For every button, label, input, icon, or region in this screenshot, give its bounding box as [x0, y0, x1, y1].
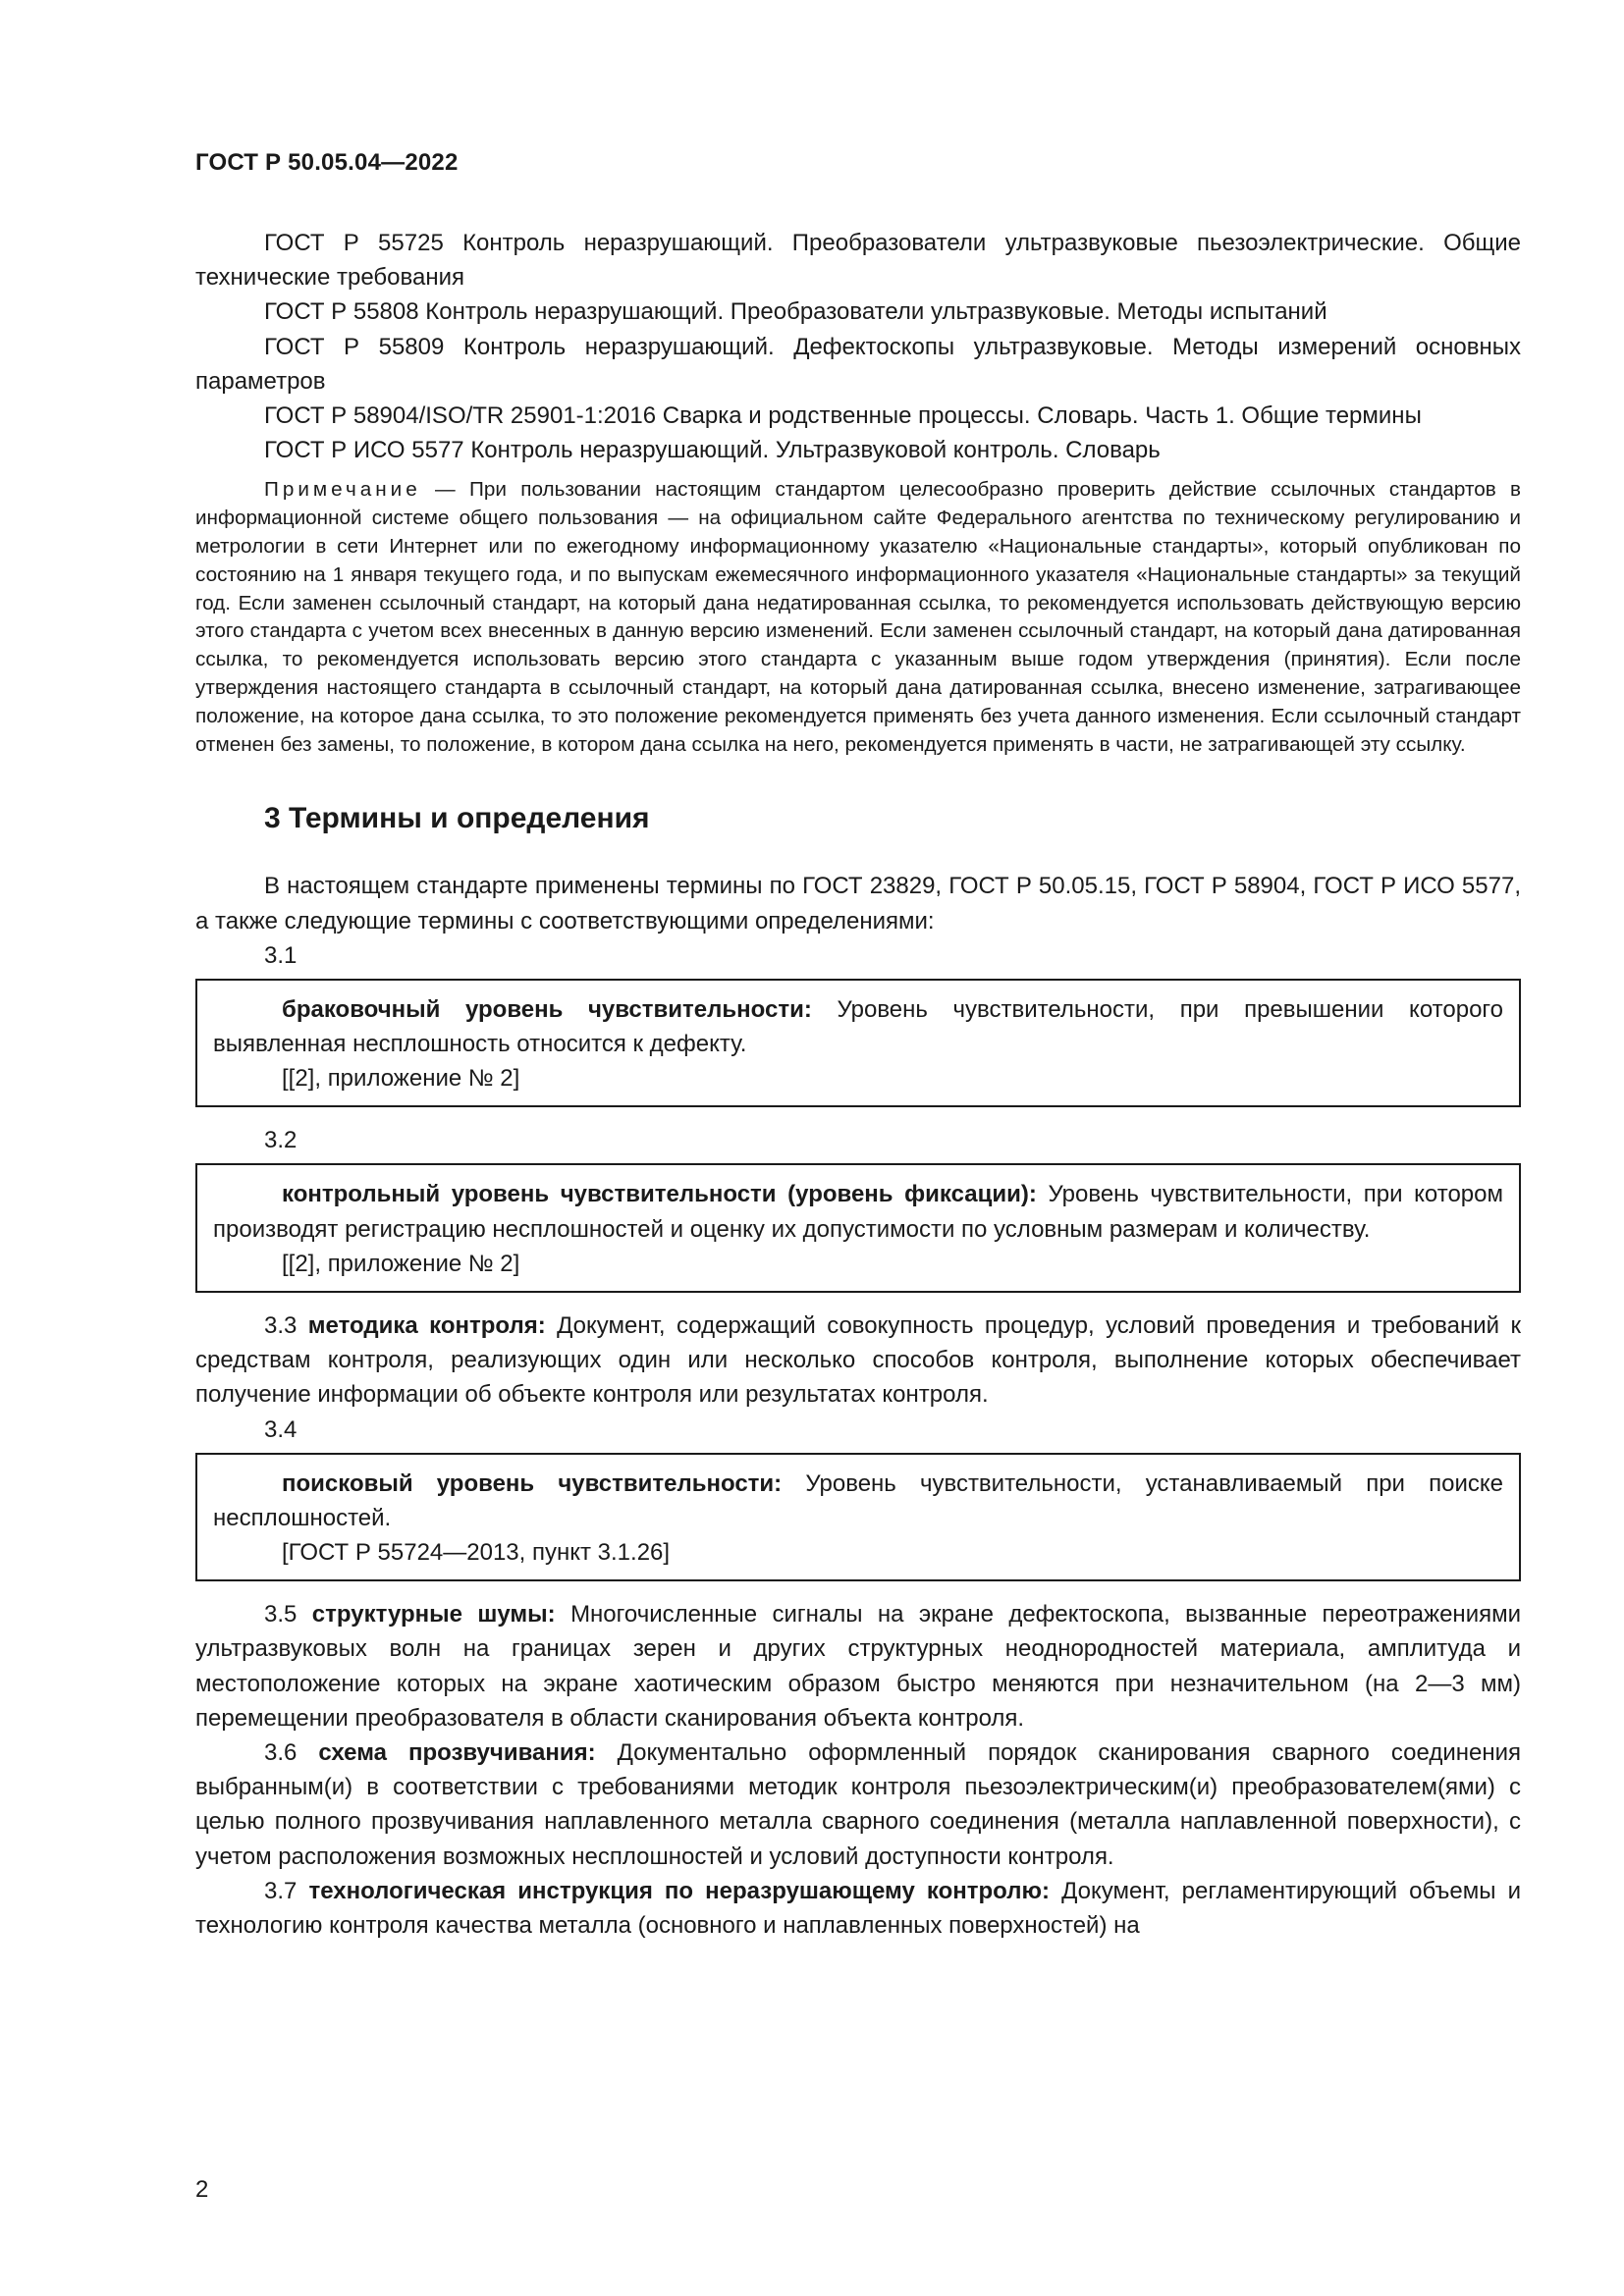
section-title: 3 Термины и определения: [264, 802, 650, 835]
note-paragraph: [195, 476, 1521, 759]
term-definition-box: [195, 979, 1521, 1108]
term-number: 3.3: [264, 1312, 298, 1340]
term-text: Уровень чувствительности, при превышении которого выявленная несплошность относится к дефекту.: [213, 995, 1503, 1057]
reference-title: Контроль неразрушающий. Преобразователи ультразвуковые пьезоэлектрические. Общие технические требования: [195, 230, 1521, 292]
references-list: [195, 226, 1521, 467]
term-definition: [195, 1874, 1521, 1943]
reference-item: [195, 433, 1521, 467]
term-number: 3.5: [264, 1601, 298, 1629]
term-definition: [213, 992, 1503, 1061]
term-number: 3.6: [264, 1739, 298, 1767]
term-source: [[2], приложение № 2]: [282, 1250, 520, 1277]
term-text: Уровень чувствительности, устанавливаемый при поиске несплошностей.: [213, 1469, 1503, 1531]
reference-code: ГОСТ Р 55725: [264, 230, 444, 256]
reference-title: Контроль неразрушающий. Дефектоскопы ультразвуковые. Методы измерений основных параметров: [195, 333, 1522, 395]
term-source: [[2], приложение № 2]: [282, 1065, 520, 1093]
note-label: Примечание: [264, 478, 421, 502]
term-definition: [195, 1308, 1521, 1413]
term-text: Документально оформленный порядок сканирования сварного соединения выбранным(и) в соответствии с требованиями методик контроля пьезоэлектрическим(и) преобразователем(ями) с целью полного прозвучивания наплавленного металла сварного соединения (металла наплавленной поверхности), с учетом расположения возможных несплошностей и условий доступности контроля.: [195, 1739, 1521, 1870]
reference-title: Сварка и родственные процессы. Словарь. Часть 1. Общие термины: [662, 402, 1422, 430]
reference-item: [195, 226, 1521, 294]
reference-code: ГОСТ Р ИСО 5577: [264, 437, 464, 464]
term-number: 3.4: [264, 1415, 298, 1443]
section-intro: В настоящем стандарте применены термины по ГОСТ 23829, ГОСТ Р 50.05.15, ГОСТ Р 58904, ГОСТ Р ИСО 5577, а также следующие термины с соответствующими определениями:: [195, 873, 1521, 934]
term-definition-box: [195, 1453, 1521, 1582]
term-text: Многочисленные сигналы на экране дефектоскопа, вызванные переотражениями ультразвуковых волн на границах зерен и других структурных неоднородностей материала, амплитуда и местоположение которых на экране хаотическим образом быстро меняются при незначительном (на 2—3 мм) перемещении преобразователя в области сканирования объекта контроля.: [195, 1601, 1521, 1732]
page-number: 2: [195, 2176, 209, 2203]
term-source: [ГОСТ Р 55724—2013, пункт 3.1.26]: [282, 1539, 671, 1567]
term-name: структурные шумы:: [311, 1601, 556, 1629]
term-number: 3.7: [264, 1877, 298, 1904]
term-number: 3.1: [264, 941, 298, 969]
reference-item: [195, 399, 1521, 433]
note-text: — При пользовании настоящим стандартом целесообразно проверить действие ссылочных стандартов в информационной системе общего пользования — на официальном сайте Федерального агентства по техническому регулированию и метрологии в сети Интернет или по ежегодному информационному указателю «Национальные стандарты», который опубликован по состоянию на 1 января текущего года, и по выпускам ежемесячного информационного указателя «Национальные стандарты» за текущий год. Если заменен ссылочный стандарт, на который дана недатированная ссылка, то рекомендуется использовать действующую версию этого стандарта с учетом всех внесенных в данную версию изменений. Если заменен ссылочный стандарт, на который дана датированная ссылка, то рекомендуется использовать версию этого стандарта с указанным выше годом утверждения (принятия). Если после утверждения настоящего стандарта в ссылочный стандарт, на который дана датированная ссылка, внесено изменение, затрагивающее положение, на которое дана ссылка, то это положение рекомендуется применять без учета данного изменения. Если ссылочный стандарт отменен без замены, то положение, в котором дана ссылка на него, рекомендуется применять в части, не затрагивающей эту ссылку.: [195, 478, 1521, 756]
term-name: поисковый уровень чувствительности:: [282, 1469, 783, 1497]
term-definition: [195, 1735, 1521, 1874]
term-number: 3.2: [264, 1127, 298, 1154]
term-name: методика контроля:: [307, 1312, 546, 1340]
reference-title: Контроль неразрушающий. Ультразвуковой контроль. Словарь: [470, 437, 1161, 464]
reference-title: Контроль неразрушающий. Преобразователи ультразвуковые. Методы испытаний: [425, 298, 1327, 326]
term-definition-box: [195, 1163, 1521, 1293]
term-name: браковочный уровень чувствительности:: [282, 995, 812, 1023]
document-body: [195, 226, 1521, 1943]
reference-code: ГОСТ Р 55809: [264, 333, 445, 360]
term-text: Документ, регламентирующий объемы и технологию контроля качества металла (основного и наплавленных поверхностей) на: [195, 1877, 1522, 1940]
term-name: технологическая инструкция по неразрушающему контролю:: [308, 1877, 1050, 1904]
reference-code: ГОСТ Р 55808: [264, 298, 419, 326]
term-name: контрольный уровень чувствительности (уровень фиксации):: [282, 1181, 1037, 1208]
term-name: схема прозвучивания:: [318, 1739, 596, 1767]
reference-item: [195, 294, 1521, 329]
term-text: Документ, содержащий совокупность процедур, условий проведения и требований к средствам контроля, реализующих один или несколько способов контроля, выполнение которых обеспечивает получение информации об объекте контроля или результатах контроля.: [195, 1312, 1521, 1409]
reference-item: [195, 330, 1521, 399]
term-definition: [213, 1467, 1503, 1535]
reference-code: ГОСТ Р 58904/ISO/TR 25901-1:2016: [264, 402, 657, 430]
term-definition: [195, 1597, 1521, 1735]
term-text: Уровень чувствительности, при котором производят регистрацию несплошностей и оценку их допустимости по условным размерам и количеству.: [213, 1181, 1503, 1243]
term-definition: [213, 1177, 1503, 1246]
document-header: ГОСТ Р 50.05.04—2022: [195, 149, 459, 176]
